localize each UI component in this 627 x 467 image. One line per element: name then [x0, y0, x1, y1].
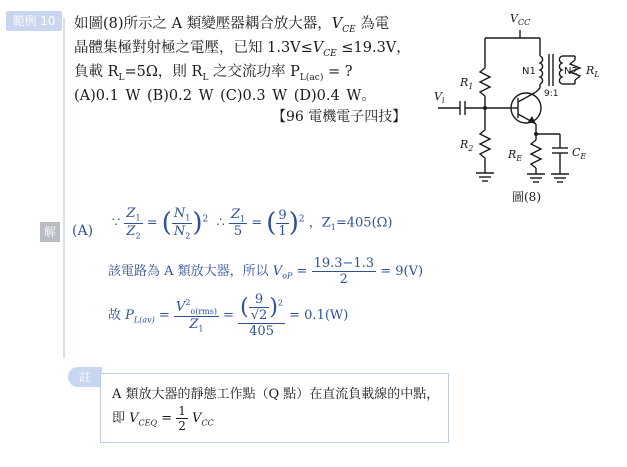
solution-text: 該電路為 A 類放大器，所以: [108, 264, 269, 279]
result-text: ，Z: [308, 215, 331, 231]
turns-ratio: 9:1: [544, 89, 559, 99]
note-text: 即: [112, 411, 126, 426]
n-ratio: $\frac{N_1}{N_2}$: [173, 206, 191, 241]
note-line-1: A 類放大器的靜態工作點（Q 點）在直流負載線的中點，: [112, 387, 440, 402]
rl-label: $R_L$: [586, 64, 600, 79]
question-text: 負載 R: [74, 64, 119, 80]
example-badge: 範例 10: [6, 11, 62, 31]
solution-text: = 9(V): [380, 264, 424, 279]
question-line-1: [74, 12, 389, 35]
question-text: ≤19.3V，: [341, 40, 411, 56]
exam-source: 【96 電機電子四技】: [272, 109, 407, 125]
sub: L: [202, 72, 209, 83]
question-text: 晶體集極對射極之電壓，已知 1.3V≤: [74, 40, 313, 56]
sub: L: [118, 72, 125, 83]
figure-caption: 圖(8): [512, 190, 541, 204]
nine-over-one: $\frac{9}{1}$: [278, 207, 287, 239]
note-line-2: 即 $V_{CEQ}$ = $\frac{1}{2}$ $V_{CC}$: [112, 404, 214, 433]
result-text: =405(Ω): [335, 215, 393, 231]
solution-line-2: 該電路為 A 類放大器，所以 $V_{oP}$ = $\frac{19.3-1.3}{2}$ = 9(V): [108, 256, 424, 287]
numeric-fraction: ( $\frac{9}{√2}$ )$^2$ 405: [240, 292, 283, 339]
question-text: 如圖(8)所示之 A 類變壓器耦合放大器，: [74, 16, 332, 32]
vce-sub: CE: [342, 24, 356, 35]
r1-label: $R_1$: [460, 76, 474, 91]
solution-line-1: ∵ $\frac{Z_1}{Z_2}$ = ( $\frac{N_1}{N_2}$ )$^2$ ∴ $\frac{Z_1}{5}$ = ( $\frac{9}{1}$ )$^2$ ，$Z_1=405(\Omega)$: [112, 206, 393, 241]
solution-text: 故: [108, 308, 122, 323]
vce-symbol: V: [312, 40, 324, 56]
question-line-3: [74, 60, 352, 83]
re-label: $R_E$: [508, 148, 523, 163]
vi-label: $V_i$: [434, 90, 445, 105]
vop-fraction: $\frac{19.3-1.3}{2}$: [313, 256, 375, 287]
therefore-symbol: ∴: [216, 215, 225, 231]
ce-label: $C_E$: [572, 146, 587, 161]
note-badge: 註: [68, 367, 102, 387]
question-text: 為電: [360, 16, 390, 32]
n1-label: N1: [522, 66, 536, 77]
side-rule: [63, 18, 65, 358]
solution-line-3: 故 $P_{L(av)}$ = $\frac{V^2_{o(rms)}}{Z_1}$ = ( $\frac{9}{√2}$ )$^2$ 405 = 0.1(W): [108, 292, 349, 339]
question-line-2: [74, 36, 411, 59]
question-text: = ?: [327, 64, 353, 80]
solution-text: = 0.1(W): [289, 308, 349, 323]
vce-symbol: V: [331, 16, 343, 32]
circuit-diagram: [430, 8, 622, 188]
z1-over-5: $\frac{Z_1}{5}$: [230, 206, 246, 240]
because-symbol: ∵: [112, 215, 121, 231]
r2-label: $R_2$: [460, 138, 474, 153]
question-text: 之交流功率 P: [213, 64, 300, 80]
n2-label: N2: [564, 66, 578, 77]
question-text: =5Ω，則 R: [124, 64, 203, 80]
solution-answer: (A): [72, 223, 94, 239]
z-ratio: $\frac{Z_1}{Z_2}$: [126, 206, 141, 241]
vce-sub: CE: [323, 48, 337, 59]
solution-badge: 解: [40, 222, 60, 242]
half-fraction: $\frac{1}{2}$: [178, 404, 186, 433]
sub: L(ac): [299, 72, 324, 83]
power-fraction: $\frac{V^2_{o(rms)}}{Z_1}$: [175, 297, 217, 334]
vcc-label: $V_{CC}$: [510, 12, 531, 27]
answer-options: (A)0.1 W (B)0.2 W (C)0.3 W (D)0.4 W。: [74, 88, 376, 104]
